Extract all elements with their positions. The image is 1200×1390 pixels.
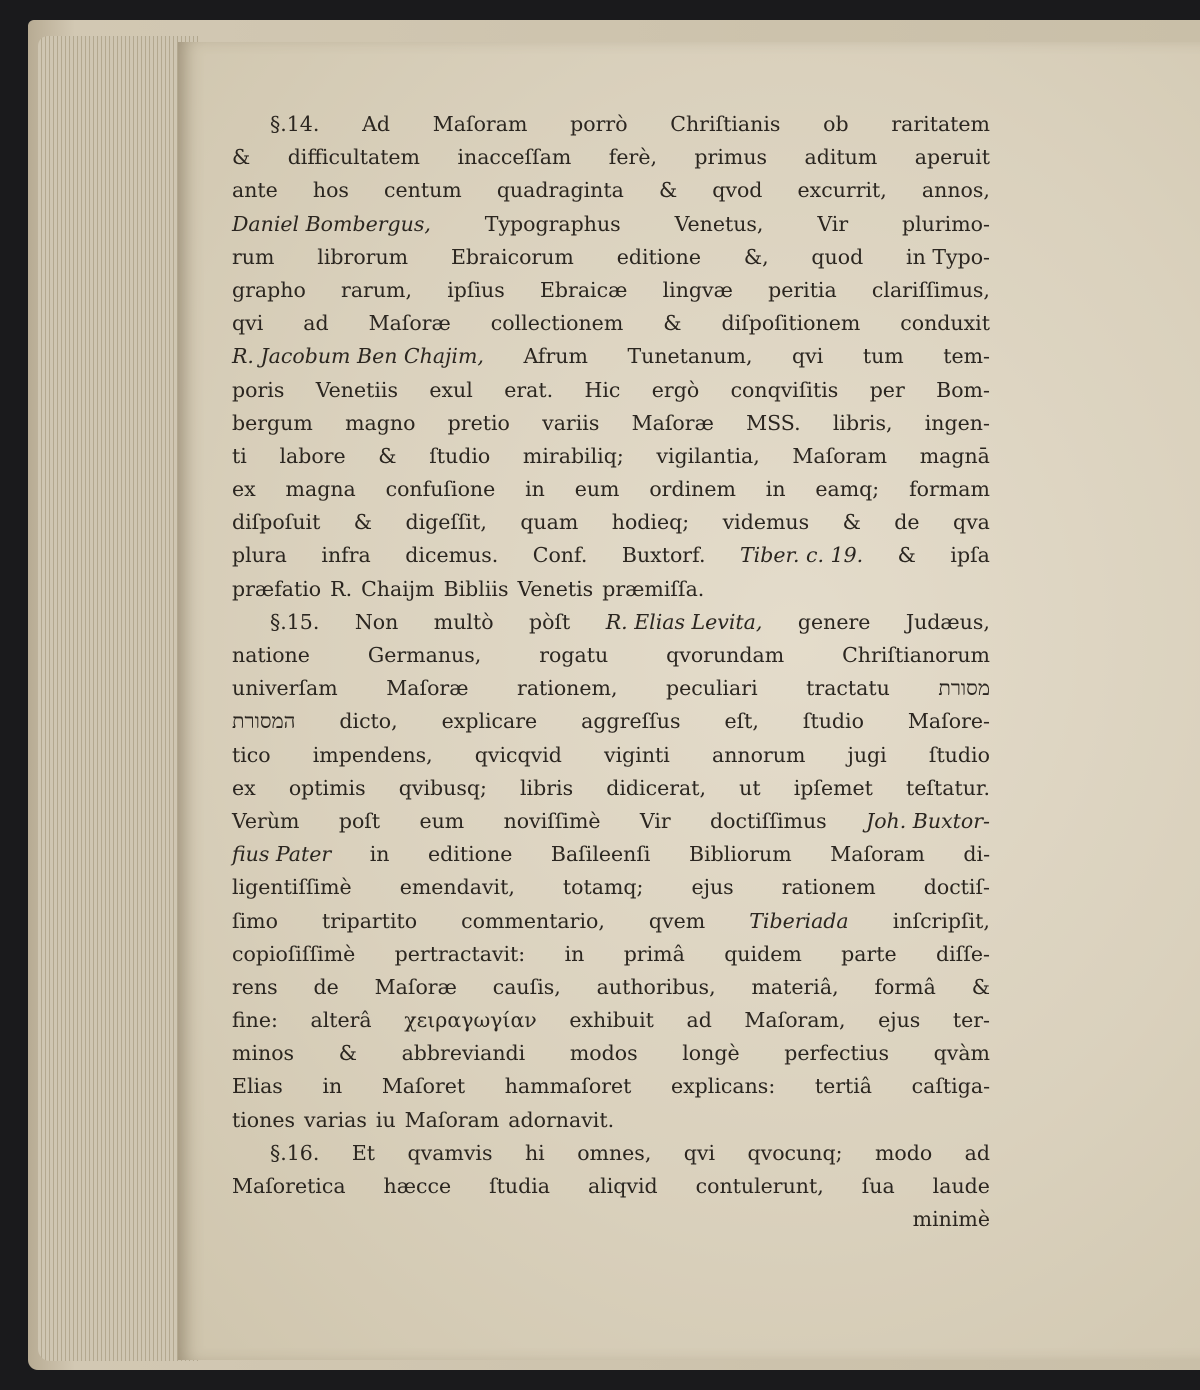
word: ex: [232, 477, 256, 502]
word: annos,: [921, 178, 990, 203]
word: exhibuit: [569, 1008, 654, 1033]
word: labore: [279, 443, 346, 468]
word: qvàm: [933, 1041, 990, 1066]
word: &: [971, 974, 990, 999]
word: §.14.: [270, 112, 320, 136]
text-line: [232, 274, 990, 307]
word: Maſoram: [792, 443, 888, 468]
word: doctiſ-: [923, 875, 990, 900]
word: bergum: [232, 410, 313, 435]
word: doctiſſimus: [710, 808, 827, 833]
word: authoribus,: [596, 974, 716, 999]
word: R. Elias Levita,: [605, 609, 763, 634]
word: &: [663, 311, 682, 336]
word: modos: [569, 1041, 638, 1066]
word: hos: [312, 178, 349, 203]
word: ſimo: [232, 908, 278, 933]
word: Tunetanum,: [627, 344, 753, 369]
word: Verùm: [232, 808, 300, 833]
text-line: [232, 1037, 990, 1070]
word: parte: [841, 941, 897, 966]
word: §.15.: [270, 609, 320, 634]
word: tripartito: [321, 908, 418, 933]
word: in: [322, 1074, 343, 1099]
word: ſua: [861, 1174, 895, 1198]
word: optimis: [288, 775, 366, 800]
word: rum: [232, 244, 275, 269]
word: per: [869, 377, 905, 402]
word: alterâ: [310, 1008, 372, 1033]
word: qvocunq;: [747, 1140, 843, 1165]
word: dicto,: [339, 709, 398, 734]
word: exul: [429, 377, 473, 402]
word: Maſoræ: [631, 410, 714, 435]
word: Venetus,: [674, 211, 764, 236]
word: minos: [232, 1041, 295, 1066]
word: eamq;: [815, 477, 880, 502]
word: inacceſſam: [457, 145, 572, 170]
word: quod: [811, 244, 864, 269]
word: qvibusq;: [398, 775, 487, 800]
word: qvem: [648, 908, 706, 933]
word: confuſione: [385, 477, 496, 502]
word: Maſoret: [381, 1074, 466, 1099]
word: ad: [964, 1140, 990, 1165]
word: ingen-: [924, 410, 990, 435]
word: grapho: [232, 277, 306, 302]
word: aliqvid: [587, 1174, 658, 1198]
word: Maſoram: [830, 842, 925, 867]
word: mirabiliq;: [522, 443, 624, 468]
word: eum: [419, 808, 465, 833]
word: de: [313, 974, 339, 999]
word: ipſius: [447, 277, 505, 302]
word: digeſſit,: [405, 510, 487, 535]
word: ordinem: [649, 477, 736, 502]
word: lingvæ: [662, 277, 733, 302]
word: qvorundam: [666, 643, 785, 667]
word: de: [894, 510, 920, 535]
text-line: [232, 174, 990, 207]
word: qvamvis: [407, 1140, 493, 1165]
word: poſt: [338, 808, 381, 833]
word: aditum: [804, 145, 878, 170]
word: annorum: [711, 742, 806, 767]
word: ſtudio: [928, 742, 990, 767]
word: plura: [232, 543, 287, 568]
word: omnes,: [577, 1140, 652, 1165]
word: porrò: [570, 112, 628, 136]
word: rationem: [781, 875, 876, 900]
word: Ebraicæ: [539, 277, 628, 302]
word: Maſoram: [432, 112, 528, 136]
word: viginti: [604, 742, 670, 767]
word: Maſoram,: [744, 1008, 846, 1033]
word: &: [658, 178, 678, 203]
word: Venetis: [517, 576, 594, 601]
text-line: [232, 473, 990, 506]
word: peculiari: [666, 676, 758, 701]
word: diſſe-: [936, 941, 990, 966]
word: ut: [739, 775, 761, 800]
word: jugi: [847, 742, 887, 767]
word: adornavit.: [508, 1107, 615, 1132]
text-line: [232, 805, 990, 838]
word: iu: [375, 1107, 396, 1132]
word: materiâ,: [751, 974, 839, 999]
word: in: [525, 477, 545, 502]
word: libris,: [832, 410, 893, 435]
word: Judæus,: [905, 609, 990, 634]
word: natione: [232, 643, 310, 667]
word: diſpoſitionem: [721, 311, 861, 336]
word: magna: [285, 477, 356, 502]
word: inſcripſit,: [892, 908, 990, 933]
word: Maſoræ: [374, 974, 457, 999]
word: Afrum: [523, 344, 588, 369]
text-line: [232, 871, 990, 904]
word: pretio: [447, 410, 510, 435]
word: tractatu: [806, 676, 890, 701]
word: caſtiga-: [911, 1074, 990, 1099]
word: conqviſitis: [730, 377, 839, 402]
text-line: [232, 241, 990, 274]
word: Maſoræ: [368, 311, 451, 336]
word: contulerunt,: [695, 1174, 824, 1198]
word: Tiber. c. 19.: [739, 543, 864, 568]
word: ti: [232, 443, 247, 468]
word: Buxtorf.: [621, 543, 706, 568]
word: explicare: [441, 709, 538, 734]
word: ſtudio: [429, 443, 491, 468]
word: copioſiſſimè: [232, 941, 356, 966]
word: Maſoram: [404, 1107, 500, 1132]
word: laude: [932, 1174, 990, 1198]
word: Vir: [817, 211, 849, 236]
text-line: [232, 506, 990, 539]
word: &: [338, 1041, 357, 1066]
text-line: [232, 1137, 990, 1170]
word: Venetiis: [315, 377, 398, 402]
text-line: [232, 1104, 990, 1137]
word: primus: [694, 145, 768, 170]
word: Ad: [362, 112, 391, 136]
text-line: [232, 539, 990, 572]
word: Maſoræ: [386, 676, 469, 701]
word: qvicqvid: [474, 742, 562, 767]
word: ſtudio: [802, 709, 864, 734]
text-line: [232, 905, 990, 938]
text-line: [232, 573, 990, 606]
word: librorum: [317, 244, 409, 269]
word: &: [842, 510, 861, 535]
word: Bibliorum: [689, 842, 792, 867]
word: di-: [963, 842, 990, 867]
text-line: [232, 1070, 990, 1103]
word: ob: [823, 112, 849, 136]
word: eum: [574, 477, 620, 502]
text-line: [232, 307, 990, 340]
word: centum: [384, 178, 462, 203]
text-line: [232, 971, 990, 1004]
word: plurimo-: [902, 211, 990, 236]
word: Conf.: [532, 543, 588, 568]
word: Ebraicorum: [450, 244, 574, 269]
word: editione: [616, 244, 701, 269]
word: longè: [682, 1041, 740, 1066]
word: multò: [433, 609, 494, 634]
word: rarum,: [341, 277, 412, 302]
page-text: [232, 108, 990, 1236]
word: in: [369, 842, 390, 867]
word: fius Pater: [232, 842, 332, 867]
word: peritia: [768, 277, 837, 302]
word: formâ: [874, 974, 936, 999]
word: didicerat,: [606, 775, 706, 800]
word: Non: [354, 609, 399, 634]
word: primâ: [623, 941, 685, 966]
word: genere: [797, 609, 871, 634]
word: raritatem: [891, 112, 990, 136]
text-line: [232, 374, 990, 407]
word: Typographus: [484, 211, 621, 236]
word: &: [232, 145, 251, 170]
word: Chriſtianis: [670, 112, 781, 136]
word: varias: [304, 1107, 367, 1132]
word: perfectius: [784, 1041, 889, 1066]
word: in: [765, 477, 786, 502]
word: explicans:: [670, 1074, 776, 1099]
word: Maſoretica: [232, 1174, 346, 1198]
word: libris: [520, 775, 574, 800]
word: &: [378, 443, 397, 468]
word: emendavit,: [399, 875, 515, 900]
word: ante: [232, 178, 278, 203]
word: collectionem: [490, 311, 624, 336]
word: clariſſimus,: [871, 277, 990, 302]
word: &: [897, 543, 916, 568]
word: Elias: [232, 1074, 283, 1099]
word: tertiâ: [814, 1074, 873, 1099]
word: Germanus,: [367, 643, 482, 667]
word: dicemus.: [405, 543, 499, 568]
word: ad: [303, 311, 329, 336]
word: Chaijm: [361, 576, 435, 601]
word: hodieq;: [611, 510, 690, 535]
word: aggreſſus: [581, 709, 681, 734]
word: R. Jacobum Ben Chajim,: [232, 344, 484, 369]
word: Bom-: [936, 377, 990, 402]
word: minimè: [912, 1207, 990, 1232]
word: in: [564, 941, 585, 966]
word: pòſt: [529, 609, 571, 634]
word: ejus: [691, 875, 734, 900]
word: tum: [862, 344, 904, 369]
text-line: [232, 340, 990, 373]
word: MSS.: [746, 410, 801, 435]
word: excurrit,: [797, 178, 887, 203]
word: Hic: [584, 377, 621, 402]
text-line: [232, 1170, 990, 1203]
word: noviſſimè: [503, 808, 601, 833]
word: editione: [428, 842, 513, 867]
text-line: [232, 407, 990, 440]
word: Maſore-: [907, 709, 990, 734]
text-line: [232, 705, 990, 738]
text-line: [232, 141, 990, 174]
word: Vir: [639, 808, 671, 833]
word: qvi: [683, 1140, 716, 1165]
word: Daniel Bombergus,: [232, 211, 431, 236]
word: quam: [520, 510, 579, 535]
word: hammaſoret: [504, 1074, 632, 1099]
word: Baſileenſi: [550, 842, 651, 867]
word: eſt,: [724, 709, 759, 734]
word: qva: [952, 510, 990, 535]
word: diſpoſuit: [232, 510, 321, 535]
word: ipſa: [950, 543, 990, 568]
word: cauſis,: [492, 974, 561, 999]
word: ex: [232, 775, 256, 800]
word: aperuit: [914, 145, 990, 170]
word: Tiberiada: [749, 908, 849, 933]
word: magnā: [919, 443, 990, 468]
word: magno: [345, 410, 416, 435]
word: infra: [321, 543, 371, 568]
page-edges: [38, 36, 198, 1361]
word: univerſam: [232, 676, 338, 701]
word: ergò: [651, 377, 700, 402]
word: abbreviandi: [401, 1041, 526, 1066]
word: &,: [743, 244, 769, 269]
word: tico: [232, 742, 271, 767]
text-line: [232, 639, 990, 672]
word: ligentiſſimè: [232, 875, 352, 900]
word: ejus: [878, 1008, 921, 1033]
word: teſtatur.: [906, 775, 990, 800]
word: ipſemet: [793, 775, 873, 800]
word: ferè,: [608, 145, 657, 170]
word: quadraginta: [496, 178, 624, 203]
text-line: [232, 739, 990, 772]
text-line: [232, 606, 990, 639]
text-line: [232, 672, 990, 705]
word: ter-: [952, 1008, 990, 1033]
word: &: [353, 510, 373, 535]
word: rationem,: [517, 676, 618, 701]
word: præmiſſa.: [602, 576, 705, 601]
word: in Typo-: [906, 244, 990, 269]
word: quidem: [724, 941, 802, 966]
word: המסורת: [232, 709, 296, 734]
text-line: [232, 108, 990, 141]
word: ſtudia: [489, 1174, 550, 1198]
text-line: [232, 208, 990, 241]
word: qvod: [712, 178, 763, 203]
word: pertractavit:: [394, 941, 526, 966]
text-line: [232, 440, 990, 473]
word: ad: [686, 1008, 712, 1033]
word: χειραγωγίαν: [404, 1008, 537, 1033]
word: fine:: [232, 1008, 278, 1033]
word: qvi: [232, 311, 264, 336]
word: variis: [542, 410, 600, 435]
word: difficultatem: [287, 145, 420, 170]
word: Joh. Buxtor-: [866, 808, 990, 833]
text-line: [232, 938, 990, 971]
word: rogatu: [539, 643, 609, 667]
text-line: [232, 1203, 990, 1236]
word: præfatio: [232, 576, 322, 601]
word: poris: [232, 377, 285, 402]
word: R.: [330, 576, 353, 601]
word: hæcce: [383, 1174, 452, 1198]
word: Bibliis: [443, 576, 509, 601]
word: rens: [232, 974, 278, 999]
word: videmus: [722, 510, 810, 535]
word: commentario,: [461, 908, 605, 933]
word: מסורת: [938, 676, 990, 701]
word: modo: [874, 1140, 933, 1165]
word: Et: [351, 1140, 376, 1165]
text-line: [232, 772, 990, 805]
word: Chriſtianorum: [842, 643, 990, 667]
word: §.16.: [270, 1140, 320, 1165]
word: tiones: [232, 1107, 295, 1132]
word: formam: [909, 477, 990, 502]
word: tem-: [943, 344, 990, 369]
text-line: [232, 1004, 990, 1037]
word: vigilantia,: [656, 443, 760, 468]
text-line: [232, 838, 990, 871]
word: impendens,: [312, 742, 433, 767]
word: hi: [524, 1140, 545, 1165]
word: erat.: [504, 377, 554, 402]
word: qvi: [792, 344, 824, 369]
word: totamq;: [562, 875, 644, 900]
word: conduxit: [900, 311, 990, 336]
